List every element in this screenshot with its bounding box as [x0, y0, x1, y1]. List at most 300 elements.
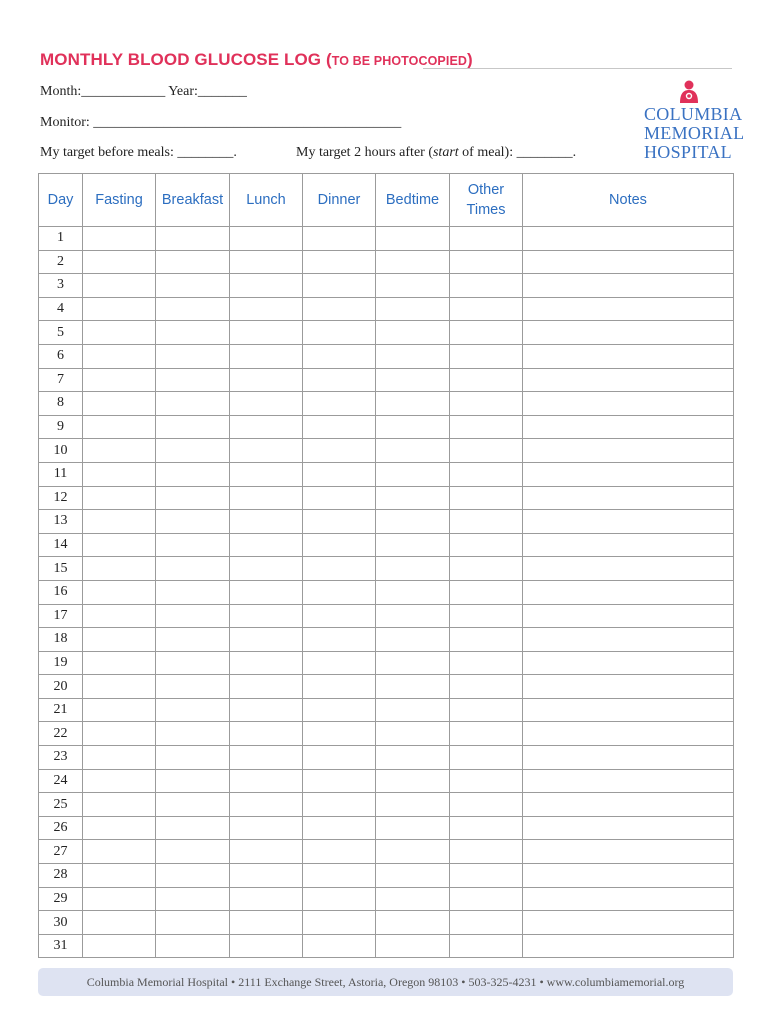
table-row	[39, 746, 734, 770]
col-header-day: Day	[39, 174, 83, 227]
lunch-entry-cell[interactable]	[230, 250, 303, 274]
notes-entry-cell[interactable]	[523, 486, 734, 510]
dinner-entry-cell[interactable]	[303, 533, 376, 557]
col-header-fasting: Fasting	[83, 174, 156, 227]
breakfast-entry-cell[interactable]	[156, 533, 230, 557]
breakfast-entry-cell[interactable]	[156, 557, 230, 581]
lunch-entry-cell[interactable]	[230, 864, 303, 888]
fasting-entry-cell[interactable]	[83, 816, 156, 840]
notes-entry-cell[interactable]	[523, 462, 734, 486]
glucose-log-table	[38, 173, 734, 958]
notes-entry-cell[interactable]	[523, 698, 734, 722]
table-row	[39, 651, 734, 675]
bedtime-entry-cell[interactable]	[376, 840, 450, 864]
notes-entry-cell[interactable]	[523, 887, 734, 911]
day-number-cell: 28	[39, 864, 83, 888]
table-row	[39, 462, 734, 486]
notes-entry-cell[interactable]	[523, 580, 734, 604]
breakfast-entry-cell[interactable]	[156, 344, 230, 368]
table-row	[39, 250, 734, 274]
lunch-entry-cell[interactable]	[230, 486, 303, 510]
fasting-entry-cell[interactable]	[83, 344, 156, 368]
breakfast-entry-cell[interactable]	[156, 840, 230, 864]
day-number-cell: 3	[39, 274, 83, 298]
dinner-entry-cell[interactable]	[303, 368, 376, 392]
bedtime-entry-cell[interactable]	[376, 934, 450, 958]
bedtime-entry-cell[interactable]	[376, 486, 450, 510]
notes-entry-cell[interactable]	[523, 439, 734, 463]
title-rule	[423, 68, 732, 69]
table-row	[39, 486, 734, 510]
notes-entry-cell[interactable]	[523, 392, 734, 416]
fasting-entry-cell[interactable]	[83, 321, 156, 345]
fasting-entry-cell[interactable]	[83, 722, 156, 746]
day-number-cell: 9	[39, 415, 83, 439]
notes-entry-cell[interactable]	[523, 227, 734, 251]
bedtime-entry-cell[interactable]	[376, 368, 450, 392]
dinner-entry-cell[interactable]	[303, 344, 376, 368]
lunch-entry-cell[interactable]	[230, 274, 303, 298]
day-number-cell: 11	[39, 462, 83, 486]
breakfast-entry-cell[interactable]	[156, 604, 230, 628]
bedtime-entry-cell[interactable]	[376, 887, 450, 911]
notes-entry-cell[interactable]	[523, 368, 734, 392]
breakfast-entry-cell[interactable]	[156, 297, 230, 321]
table-row	[39, 510, 734, 534]
lunch-entry-cell[interactable]	[230, 392, 303, 416]
breakfast-entry-cell[interactable]	[156, 250, 230, 274]
month-year-field: Month:____________ Year:_______	[40, 84, 247, 99]
other-times-entry-cell[interactable]	[450, 250, 523, 274]
day-number-cell: 13	[39, 510, 83, 534]
other-times-entry-cell[interactable]	[450, 297, 523, 321]
fasting-entry-cell[interactable]	[83, 250, 156, 274]
bedtime-entry-cell[interactable]	[376, 746, 450, 770]
dinner-entry-cell[interactable]	[303, 675, 376, 699]
fasting-entry-cell[interactable]	[83, 533, 156, 557]
day-number-cell: 23	[39, 746, 83, 770]
fasting-entry-cell[interactable]	[83, 887, 156, 911]
fasting-entry-cell[interactable]	[83, 675, 156, 699]
notes-entry-cell[interactable]	[523, 344, 734, 368]
lunch-entry-cell[interactable]	[230, 510, 303, 534]
dinner-entry-cell[interactable]	[303, 698, 376, 722]
hospital-logo-mark-icon	[678, 80, 700, 104]
table-row	[39, 392, 734, 416]
target-after-meals-field	[296, 145, 576, 161]
bedtime-entry-cell[interactable]	[376, 250, 450, 274]
lunch-entry-cell[interactable]	[230, 604, 303, 628]
day-number-cell: 1	[39, 227, 83, 251]
other-times-entry-cell[interactable]	[450, 651, 523, 675]
dinner-entry-cell[interactable]	[303, 580, 376, 604]
breakfast-entry-cell[interactable]	[156, 274, 230, 298]
dinner-entry-cell[interactable]	[303, 321, 376, 345]
dinner-entry-cell[interactable]	[303, 274, 376, 298]
other-times-entry-cell[interactable]	[450, 746, 523, 770]
fasting-entry-cell[interactable]	[83, 864, 156, 888]
table-row	[39, 439, 734, 463]
lunch-entry-cell[interactable]	[230, 415, 303, 439]
breakfast-entry-cell[interactable]	[156, 486, 230, 510]
other-times-entry-cell[interactable]	[450, 533, 523, 557]
day-number-cell: 17	[39, 604, 83, 628]
table-row	[39, 628, 734, 652]
notes-entry-cell[interactable]	[523, 297, 734, 321]
bedtime-entry-cell[interactable]	[376, 415, 450, 439]
breakfast-entry-cell[interactable]	[156, 698, 230, 722]
table-row	[39, 698, 734, 722]
notes-entry-cell[interactable]	[523, 934, 734, 958]
notes-entry-cell[interactable]	[523, 816, 734, 840]
other-times-entry-cell[interactable]	[450, 580, 523, 604]
notes-entry-cell[interactable]	[523, 510, 734, 534]
lunch-entry-cell[interactable]	[230, 722, 303, 746]
notes-entry-cell[interactable]	[523, 840, 734, 864]
fasting-entry-cell[interactable]	[83, 227, 156, 251]
day-number-cell: 12	[39, 486, 83, 510]
fasting-entry-cell[interactable]	[83, 368, 156, 392]
table-row	[39, 533, 734, 557]
bedtime-entry-cell[interactable]	[376, 793, 450, 817]
table-row	[39, 816, 734, 840]
dinner-entry-cell[interactable]	[303, 746, 376, 770]
bedtime-entry-cell[interactable]	[376, 297, 450, 321]
lunch-entry-cell[interactable]	[230, 368, 303, 392]
bedtime-entry-cell[interactable]	[376, 604, 450, 628]
monitor-field: Monitor: ____________________________________________	[40, 115, 402, 130]
lunch-entry-cell[interactable]	[230, 297, 303, 321]
dinner-entry-cell[interactable]	[303, 934, 376, 958]
fasting-entry-cell[interactable]	[83, 911, 156, 935]
table-row	[39, 557, 734, 581]
dinner-entry-cell[interactable]	[303, 250, 376, 274]
breakfast-entry-cell[interactable]	[156, 439, 230, 463]
fasting-entry-cell[interactable]	[83, 510, 156, 534]
lunch-entry-cell[interactable]	[230, 675, 303, 699]
col-header-bedtime: Bedtime	[376, 174, 450, 227]
table-row	[39, 368, 734, 392]
other-times-entry-cell[interactable]	[450, 887, 523, 911]
day-number-cell: 25	[39, 793, 83, 817]
fasting-entry-cell[interactable]	[83, 297, 156, 321]
breakfast-entry-cell[interactable]	[156, 368, 230, 392]
dinner-entry-cell[interactable]	[303, 227, 376, 251]
day-number-cell: 27	[39, 840, 83, 864]
bedtime-entry-cell[interactable]	[376, 392, 450, 416]
lunch-entry-cell[interactable]	[230, 816, 303, 840]
other-times-entry-cell[interactable]	[450, 816, 523, 840]
day-number-cell: 4	[39, 297, 83, 321]
breakfast-entry-cell[interactable]	[156, 628, 230, 652]
table-row	[39, 297, 734, 321]
day-number-cell: 14	[39, 533, 83, 557]
notes-entry-cell[interactable]	[523, 415, 734, 439]
dinner-entry-cell[interactable]	[303, 887, 376, 911]
lunch-entry-cell[interactable]	[230, 911, 303, 935]
logo-line-1: COLUMBIA	[644, 104, 743, 124]
target-after-suffix: of meal): ________.	[458, 145, 577, 160]
breakfast-entry-cell[interactable]	[156, 722, 230, 746]
bedtime-entry-cell[interactable]	[376, 439, 450, 463]
day-number-cell: 2	[39, 250, 83, 274]
bedtime-entry-cell[interactable]	[376, 628, 450, 652]
table-row	[39, 321, 734, 345]
page-title	[40, 50, 473, 70]
bedtime-entry-cell[interactable]	[376, 864, 450, 888]
lunch-entry-cell[interactable]	[230, 439, 303, 463]
other-times-entry-cell[interactable]	[450, 392, 523, 416]
day-number-cell: 31	[39, 934, 83, 958]
dinner-entry-cell[interactable]	[303, 415, 376, 439]
day-number-cell: 26	[39, 816, 83, 840]
other-times-entry-cell[interactable]	[450, 274, 523, 298]
breakfast-entry-cell[interactable]	[156, 934, 230, 958]
other-times-entry-cell[interactable]	[450, 698, 523, 722]
dinner-entry-cell[interactable]	[303, 722, 376, 746]
bedtime-entry-cell[interactable]	[376, 816, 450, 840]
fasting-entry-cell[interactable]	[83, 651, 156, 675]
title-end: )	[467, 50, 473, 69]
other-times-entry-cell[interactable]	[450, 344, 523, 368]
fasting-entry-cell[interactable]	[83, 769, 156, 793]
day-number-cell: 18	[39, 628, 83, 652]
lunch-entry-cell[interactable]	[230, 580, 303, 604]
col-header-lunch: Lunch	[230, 174, 303, 227]
other-times-entry-cell[interactable]	[450, 510, 523, 534]
lunch-entry-cell[interactable]	[230, 698, 303, 722]
lunch-entry-cell[interactable]	[230, 769, 303, 793]
table-row	[39, 769, 734, 793]
notes-entry-cell[interactable]	[523, 604, 734, 628]
bedtime-entry-cell[interactable]	[376, 580, 450, 604]
notes-entry-cell[interactable]	[523, 911, 734, 935]
breakfast-entry-cell[interactable]	[156, 746, 230, 770]
bedtime-entry-cell[interactable]	[376, 769, 450, 793]
other-times-entry-cell[interactable]	[450, 864, 523, 888]
dinner-entry-cell[interactable]	[303, 769, 376, 793]
other-times-entry-cell[interactable]	[450, 557, 523, 581]
title-main: MONTHLY BLOOD GLUCOSE LOG (	[40, 50, 332, 69]
notes-entry-cell[interactable]	[523, 557, 734, 581]
target-after-em: start	[432, 145, 459, 160]
lunch-entry-cell[interactable]	[230, 321, 303, 345]
other-times-entry-cell[interactable]	[450, 439, 523, 463]
dinner-entry-cell[interactable]	[303, 651, 376, 675]
dinner-entry-cell[interactable]	[303, 864, 376, 888]
other-times-entry-cell[interactable]	[450, 934, 523, 958]
dinner-entry-cell[interactable]	[303, 816, 376, 840]
bedtime-entry-cell[interactable]	[376, 675, 450, 699]
bedtime-entry-cell[interactable]	[376, 227, 450, 251]
other-times-entry-cell[interactable]	[450, 604, 523, 628]
other-times-entry-cell[interactable]	[450, 628, 523, 652]
bedtime-entry-cell[interactable]	[376, 698, 450, 722]
notes-entry-cell[interactable]	[523, 628, 734, 652]
dinner-entry-cell[interactable]	[303, 840, 376, 864]
lunch-entry-cell[interactable]	[230, 746, 303, 770]
other-times-entry-cell[interactable]	[450, 486, 523, 510]
breakfast-entry-cell[interactable]	[156, 321, 230, 345]
other-times-entry-cell[interactable]	[450, 793, 523, 817]
breakfast-entry-cell[interactable]	[156, 864, 230, 888]
dinner-entry-cell[interactable]	[303, 628, 376, 652]
table-row	[39, 227, 734, 251]
bedtime-entry-cell[interactable]	[376, 557, 450, 581]
other-times-entry-cell[interactable]	[450, 675, 523, 699]
dinner-entry-cell[interactable]	[303, 462, 376, 486]
col-header-dinner: Dinner	[303, 174, 376, 227]
other-times-entry-cell[interactable]	[450, 769, 523, 793]
notes-entry-cell[interactable]	[523, 722, 734, 746]
lunch-entry-cell[interactable]	[230, 227, 303, 251]
day-number-cell: 8	[39, 392, 83, 416]
breakfast-entry-cell[interactable]	[156, 793, 230, 817]
breakfast-entry-cell[interactable]	[156, 651, 230, 675]
other-times-entry-cell[interactable]	[450, 840, 523, 864]
fasting-entry-cell[interactable]	[83, 392, 156, 416]
dinner-entry-cell[interactable]	[303, 439, 376, 463]
other-times-entry-cell[interactable]	[450, 321, 523, 345]
breakfast-entry-cell[interactable]	[156, 887, 230, 911]
notes-entry-cell[interactable]	[523, 651, 734, 675]
dinner-entry-cell[interactable]	[303, 557, 376, 581]
bedtime-entry-cell[interactable]	[376, 533, 450, 557]
dinner-entry-cell[interactable]	[303, 604, 376, 628]
table-row	[39, 344, 734, 368]
fasting-entry-cell[interactable]	[83, 557, 156, 581]
other-times-entry-cell[interactable]	[450, 911, 523, 935]
notes-entry-cell[interactable]	[523, 746, 734, 770]
bedtime-entry-cell[interactable]	[376, 344, 450, 368]
table-row	[39, 911, 734, 935]
day-number-cell: 22	[39, 722, 83, 746]
dinner-entry-cell[interactable]	[303, 392, 376, 416]
col-header-notes: Notes	[523, 174, 734, 227]
bedtime-entry-cell[interactable]	[376, 722, 450, 746]
bedtime-entry-cell[interactable]	[376, 321, 450, 345]
day-number-cell: 20	[39, 675, 83, 699]
other-times-entry-cell[interactable]	[450, 415, 523, 439]
table-row	[39, 864, 734, 888]
hospital-logo-text	[644, 105, 744, 162]
table-row	[39, 604, 734, 628]
breakfast-entry-cell[interactable]	[156, 816, 230, 840]
table-header-row	[39, 174, 734, 227]
other-times-entry-cell[interactable]	[450, 227, 523, 251]
fasting-entry-cell[interactable]	[83, 486, 156, 510]
dinner-entry-cell[interactable]	[303, 297, 376, 321]
fasting-entry-cell[interactable]	[83, 746, 156, 770]
dinner-entry-cell[interactable]	[303, 793, 376, 817]
fasting-entry-cell[interactable]	[83, 628, 156, 652]
notes-entry-cell[interactable]	[523, 274, 734, 298]
logo-line-3: HOSPITAL	[644, 142, 732, 162]
bedtime-entry-cell[interactable]	[376, 510, 450, 534]
table-row	[39, 415, 734, 439]
lunch-entry-cell[interactable]	[230, 344, 303, 368]
lunch-entry-cell[interactable]	[230, 840, 303, 864]
breakfast-entry-cell[interactable]	[156, 227, 230, 251]
col-header-other-times: Other Times	[450, 174, 523, 227]
lunch-entry-cell[interactable]	[230, 462, 303, 486]
notes-entry-cell[interactable]	[523, 769, 734, 793]
breakfast-entry-cell[interactable]	[156, 392, 230, 416]
notes-entry-cell[interactable]	[523, 793, 734, 817]
breakfast-entry-cell[interactable]	[156, 675, 230, 699]
dinner-entry-cell[interactable]	[303, 510, 376, 534]
lunch-entry-cell[interactable]	[230, 793, 303, 817]
col-header-breakfast: Breakfast	[156, 174, 230, 227]
hospital-logo	[626, 80, 745, 162]
bedtime-entry-cell[interactable]	[376, 911, 450, 935]
other-times-entry-cell[interactable]	[450, 368, 523, 392]
fasting-entry-cell[interactable]	[83, 462, 156, 486]
lunch-entry-cell[interactable]	[230, 651, 303, 675]
notes-entry-cell[interactable]	[523, 864, 734, 888]
fasting-entry-cell[interactable]	[83, 580, 156, 604]
notes-entry-cell[interactable]	[523, 533, 734, 557]
fasting-entry-cell[interactable]	[83, 840, 156, 864]
other-times-entry-cell[interactable]	[450, 722, 523, 746]
fasting-entry-cell[interactable]	[83, 274, 156, 298]
day-number-cell: 29	[39, 887, 83, 911]
breakfast-entry-cell[interactable]	[156, 911, 230, 935]
table-row	[39, 580, 734, 604]
notes-entry-cell[interactable]	[523, 321, 734, 345]
breakfast-entry-cell[interactable]	[156, 510, 230, 534]
bedtime-entry-cell[interactable]	[376, 651, 450, 675]
notes-entry-cell[interactable]	[523, 250, 734, 274]
table-row	[39, 934, 734, 958]
lunch-entry-cell[interactable]	[230, 887, 303, 911]
table-row	[39, 840, 734, 864]
bedtime-entry-cell[interactable]	[376, 462, 450, 486]
day-number-cell: 6	[39, 344, 83, 368]
day-number-cell: 10	[39, 439, 83, 463]
fasting-entry-cell[interactable]	[83, 698, 156, 722]
dinner-entry-cell[interactable]	[303, 911, 376, 935]
fasting-entry-cell[interactable]	[83, 604, 156, 628]
logo-line-2: MEMORIAL	[644, 123, 745, 143]
fasting-entry-cell[interactable]	[83, 793, 156, 817]
day-number-cell: 5	[39, 321, 83, 345]
other-times-entry-cell[interactable]	[450, 462, 523, 486]
dinner-entry-cell[interactable]	[303, 486, 376, 510]
breakfast-entry-cell[interactable]	[156, 415, 230, 439]
table-row	[39, 722, 734, 746]
day-number-cell: 19	[39, 651, 83, 675]
notes-entry-cell[interactable]	[523, 675, 734, 699]
fasting-entry-cell[interactable]	[83, 439, 156, 463]
target-after-prefix: My target 2 hours after (	[296, 145, 433, 160]
table-row	[39, 675, 734, 699]
breakfast-entry-cell[interactable]	[156, 462, 230, 486]
day-number-cell: 30	[39, 911, 83, 935]
fasting-entry-cell[interactable]	[83, 934, 156, 958]
bedtime-entry-cell[interactable]	[376, 274, 450, 298]
lunch-entry-cell[interactable]	[230, 934, 303, 958]
target-before-meals-field: My target before meals: ________.	[40, 145, 237, 160]
title-small: TO BE PHOTOCOPIED	[331, 54, 468, 68]
lunch-entry-cell[interactable]	[230, 628, 303, 652]
breakfast-entry-cell[interactable]	[156, 769, 230, 793]
lunch-entry-cell[interactable]	[230, 557, 303, 581]
day-number-cell: 15	[39, 557, 83, 581]
fasting-entry-cell[interactable]	[83, 415, 156, 439]
breakfast-entry-cell[interactable]	[156, 580, 230, 604]
lunch-entry-cell[interactable]	[230, 533, 303, 557]
